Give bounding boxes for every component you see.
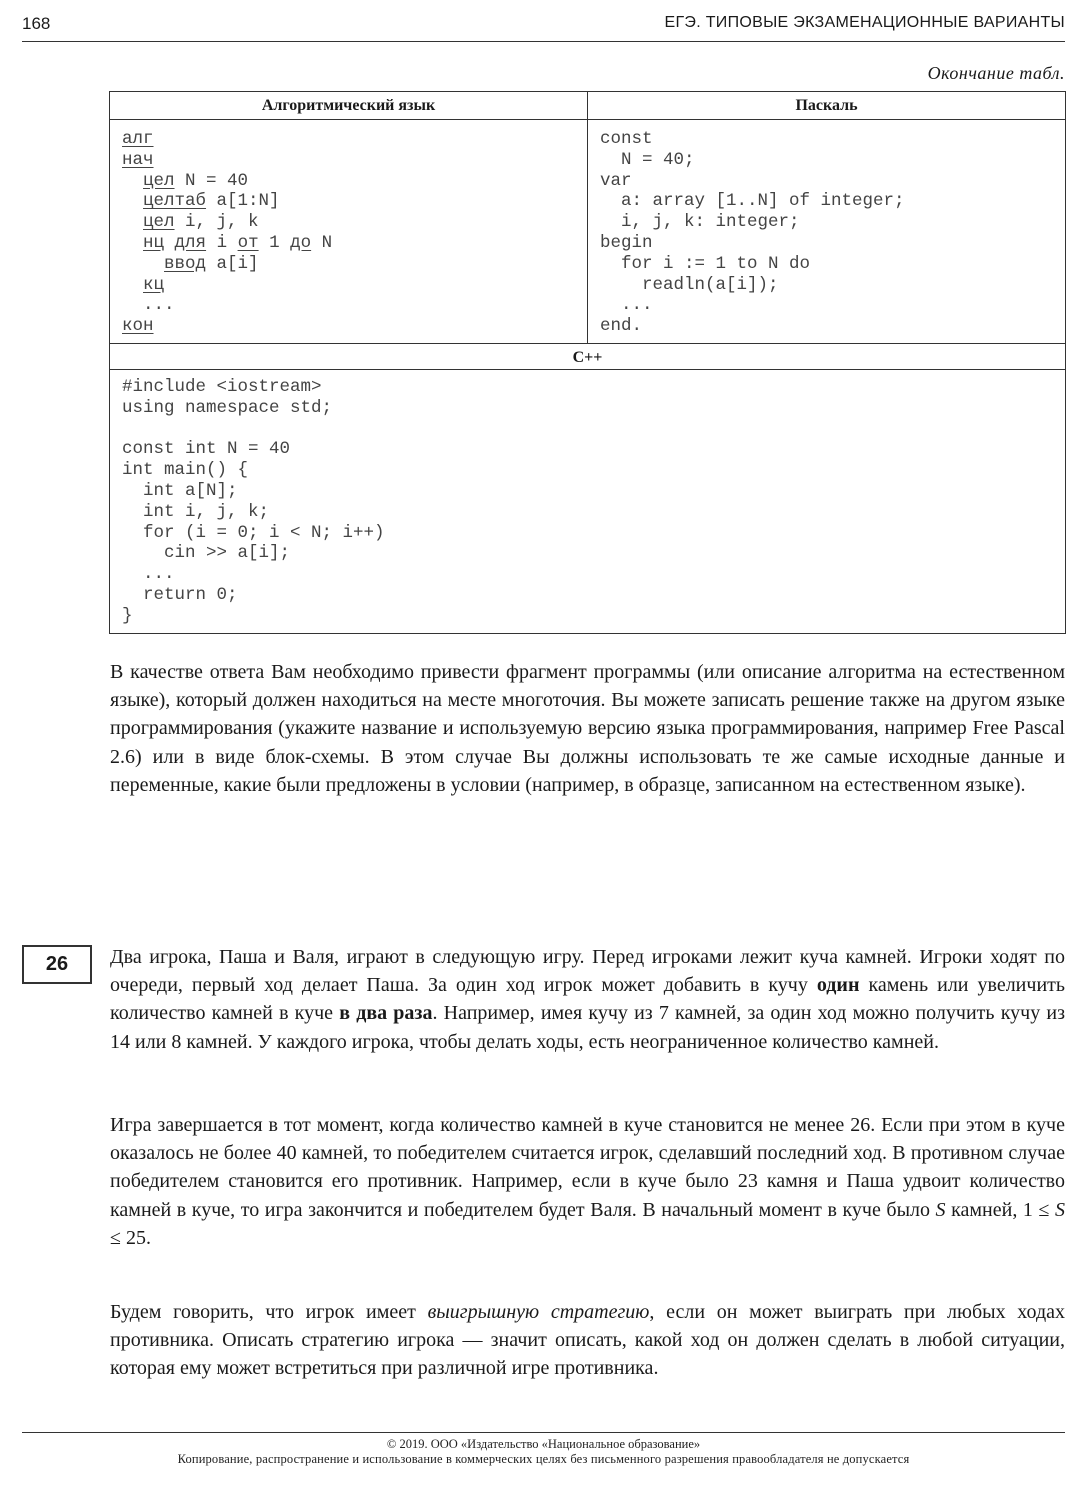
code-line: a: array [1..N] of integer; (600, 191, 905, 212)
code-line (122, 275, 587, 296)
text-run: камень или увеличить количество камней в куче (110, 974, 1066, 1025)
code-line (122, 129, 587, 150)
text-run: , если он может выиграть при любых ходах противника. Описать стратегию игрока — значит описать, какой ход он должен сделать в любой ситуации, которая ему может встретиться при различной игре противника. (110, 1301, 1065, 1380)
text-run: Игра завершается в тот момент, когда количество камней в куче становится не менее 26. Если при этом в куче оказалось не более 40 камней, то победителем считается игрок, сделавший последний ход. В противном случае победителем становится его противник. Например, если в куче было 23 камня и Паша удвоит количество камней в куче, то игра закончится и победителем будет Валя. В начальный момент в куче было (110, 1114, 1065, 1221)
bold-run: один (816, 974, 860, 997)
code-line: readln(a[i]); (600, 274, 779, 295)
task-paragraph-3 (110, 1298, 1065, 1383)
text-run: камней, 1 ≤ (945, 1198, 1055, 1221)
code-line: } (122, 605, 133, 626)
code-line (122, 316, 587, 337)
code-line: begin (600, 232, 653, 253)
code-line: for (i = 0; i < N; i++) (122, 522, 385, 543)
code-line: var (600, 170, 632, 191)
variable-s: S (1055, 1198, 1065, 1221)
code-keyword: целтаб (143, 191, 207, 212)
task-paragraph-1 (110, 943, 1065, 1056)
variable-s: S (935, 1198, 946, 1221)
task-number-badge: 26 (22, 945, 92, 984)
code-keyword: нач (122, 149, 154, 170)
code-keyword: кон (122, 316, 154, 337)
code-line: ... (600, 295, 653, 316)
code-line: end. (600, 316, 643, 337)
code-keyword: до (290, 232, 312, 253)
pascal-code (588, 120, 1065, 343)
header-cpp: C++ (110, 343, 1065, 370)
code-line: ввод a[i] (164, 253, 259, 274)
code-line: ... (122, 564, 175, 585)
code-keyword: для (174, 232, 207, 253)
answer-instructions: В качестве ответа Вам необходимо привести фрагмент программы (или описание алгоритма на естественном языке), который должен находиться на месте многоточия. Вы можете записать решение также на другом языке программирования (укажите название и используемую версию языка программирования, например Free Pascal 2.6) или в виде блок-схемы. В этом случае Вы должны использовать те же самые исходные данные и переменные, какие были предложены в условии (например, в образце, записанном на естественном языке). (110, 661, 1065, 796)
code-keyword: нц (143, 232, 165, 253)
code-keyword: цел (143, 212, 175, 233)
code-line: int main() { (122, 460, 249, 481)
code-line: цел i, j, k (143, 212, 259, 233)
code-line: i, j, k: integer; (600, 212, 800, 233)
code-keyword: цел (143, 170, 175, 191)
code-keyword: от (237, 232, 259, 253)
code-table (109, 91, 1066, 634)
code-line (122, 419, 1065, 440)
header-algorithmic: Алгоритмический язык (110, 92, 588, 120)
code-line: const int N = 40 (122, 439, 291, 460)
footer-copyright: © 2019. ООО «Издательство «Национальное образование» (386, 1437, 701, 1451)
text-run: Два игрока, Паша и Валя, играют в следующую игру. Перед игроками лежит куча камней. Игроки ходят по очереди, первый ход делает Паша. За один ход игрок может добавить в кучу (110, 946, 1065, 997)
page-header (22, 12, 1065, 42)
code-line: for i := 1 to N do (600, 253, 811, 274)
code-line: нц для i от 1 до N (143, 232, 333, 253)
text-run: Будем говорить, что игрок имеет (110, 1301, 428, 1323)
task-paragraph-2 (110, 1111, 1065, 1252)
text-run: ≤ 25. (110, 1226, 151, 1249)
page-number: 168 (22, 14, 51, 33)
code-line: int i, j, k; (122, 501, 270, 522)
code-line: const (600, 129, 653, 149)
footer-notice: Копирование, распространение и использование в коммерческих целях без письменного разрешения правообладателя не допускается (177, 1452, 910, 1466)
bold-run: в два раза (339, 1002, 433, 1025)
code-keyword: кц (143, 274, 165, 295)
cpp-code (110, 370, 1065, 634)
code-keyword: алг (122, 129, 154, 149)
table-caption: Окончание табл. (927, 63, 1065, 83)
code-line: цел N = 40 (143, 170, 249, 191)
text-run: . Например, имея кучу из 7 камней, за один ход можно получить кучу из 14 или 8 камней. У каждого игрока, чтобы делать ходы, есть неограниченное количество камней. (110, 1002, 1065, 1053)
italic-run: выигрышную стратегию (427, 1301, 650, 1323)
code-line: cin >> a[i]; (122, 543, 291, 564)
code-line: ... (143, 295, 175, 316)
code-line (122, 150, 587, 171)
running-title: ЕГЭ. ТИПОВЫЕ ЭКЗАМЕНАЦИОННЫЕ ВАРИАНТЫ (664, 14, 1065, 31)
footer-divider (22, 1432, 1065, 1433)
code-line: N = 40; (600, 149, 695, 170)
header-pascal: Паскаль (588, 92, 1065, 120)
code-line: целтаб a[1:N] (143, 191, 280, 212)
code-line: #include <iostream> (122, 377, 322, 397)
code-line: int a[N]; (122, 480, 238, 501)
code-keyword: ввод (164, 253, 207, 274)
algorithmic-code (110, 120, 588, 343)
code-line: using namespace std; (122, 397, 333, 418)
code-line: return 0; (122, 584, 238, 605)
